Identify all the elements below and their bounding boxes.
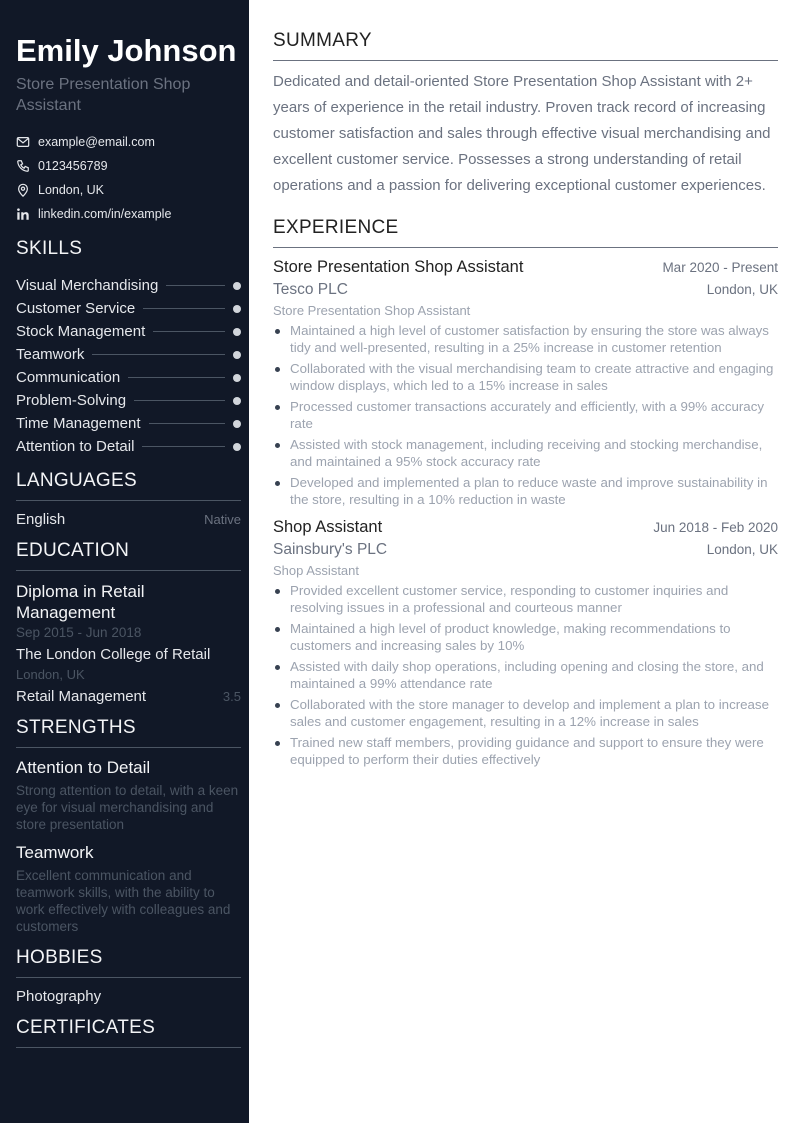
phone-text: 0123456789 [38, 159, 108, 173]
candidate-role: Store Presentation Shop Assistant [16, 76, 191, 114]
skill-label: Attention to Detail [16, 438, 135, 455]
job-location: London, UK [706, 282, 778, 297]
bullet-item: Assisted with stock management, including receiving and stocking merchandise, and maintained a 95% stock accuracy rate [273, 436, 778, 470]
strengths-heading: STRENGTHS [16, 717, 241, 748]
education-item [16, 581, 241, 705]
education-location: London, UK [16, 667, 85, 682]
skill-item [16, 412, 241, 435]
skill-dot [233, 328, 241, 336]
job-company: Tesco PLC [273, 281, 348, 298]
education-dates: Sep 2015 - Jun 2018 [16, 625, 142, 640]
contact-location [16, 178, 241, 202]
skill-dot [233, 305, 241, 313]
bullet-item: Maintained a high level of product knowledge, making recommendations to customers and increasing sales by 10% [273, 620, 778, 654]
bullet-item: Trained new staff members, providing guidance and support to ensure they were equipped to perform their duties effectively [273, 734, 778, 768]
linkedin-icon [16, 207, 30, 221]
candidate-name: Emily Johnson [16, 33, 237, 68]
strength-description: Excellent communication and teamwork skills, with the ability to work effectively with colleagues and customers [16, 868, 231, 934]
skill-label: Communication [16, 369, 121, 386]
skill-label: Teamwork [16, 346, 85, 363]
skill-label: Stock Management [16, 323, 146, 340]
summary-heading: SUMMARY [273, 30, 778, 61]
contact-phone[interactable] [16, 154, 241, 178]
skill-item [16, 389, 241, 412]
strength-title: Teamwork [16, 843, 94, 862]
skill-dot [233, 351, 241, 359]
skill-dot [233, 420, 241, 428]
bullet-item: Collaborated with the visual merchandising team to create attractive and engaging window displays, which led to a 15% increase in sales [273, 360, 778, 394]
education-field-row [16, 688, 241, 705]
skill-dot [233, 443, 241, 451]
skill-label: Customer Service [16, 300, 136, 317]
skill-dot [233, 397, 241, 405]
bullet-item: Assisted with daily shop operations, including opening and closing the store, and maintained a 99% attendance rate [273, 658, 778, 692]
education-gpa: 3.5 [222, 689, 241, 704]
job-bullets [273, 582, 778, 768]
job-entry [273, 258, 778, 508]
job-subtitle: Store Presentation Shop Assistant [273, 303, 471, 318]
certificates-heading: CERTIFICATES [16, 1017, 241, 1048]
skill-line [143, 308, 225, 309]
strength-title: Attention to Detail [16, 758, 151, 777]
skill-line [92, 354, 225, 355]
job-company: Sainsbury's PLC [273, 541, 388, 558]
language-name: English [16, 511, 66, 528]
education-school: The London College of Retail [16, 646, 211, 663]
skill-dot [233, 374, 241, 382]
skill-line [128, 377, 225, 378]
skill-dot [233, 282, 241, 290]
education-field: Retail Management [16, 688, 147, 705]
bullet-item: Provided excellent customer service, responding to customer inquiries and resolving issues in a professional and courteous manner [273, 582, 778, 616]
skill-label: Visual Merchandising [16, 277, 159, 294]
job-header [273, 518, 778, 537]
linkedin-text: linkedin.com/in/example [38, 207, 172, 221]
education-heading: EDUCATION [16, 540, 241, 571]
hobbies-heading: HOBBIES [16, 947, 241, 978]
job-title: Store Presentation Shop Assistant [273, 258, 524, 276]
bullet-item: Maintained a high level of customer satisfaction by ensuring the store was always tidy and well-presented, resulting in a 25% increase in customer retention [273, 322, 778, 356]
job-company-row [273, 537, 778, 559]
job-header [273, 258, 778, 277]
job-dates: Mar 2020 - Present [662, 260, 778, 275]
contact-email[interactable] [16, 130, 241, 154]
envelope-icon [16, 135, 30, 149]
map-pin-icon [16, 183, 30, 197]
skill-line [142, 446, 225, 447]
bullet-item: Processed customer transactions accurately and efficiently, with a 99% accuracy rate [273, 398, 778, 432]
skills-list [16, 274, 241, 458]
languages-heading: LANGUAGES [16, 470, 241, 501]
sidebar [0, 0, 249, 1123]
skill-line [166, 285, 225, 286]
strength-description: Strong attention to detail, with a keen eye for visual merchandising and store presentation [16, 783, 239, 832]
skill-item [16, 274, 241, 297]
bullet-item: Developed and implemented a plan to reduce waste and improve sustainability in the store, resulting in a 10% reduction in waste [273, 474, 778, 508]
job-entry [273, 518, 778, 768]
skill-item [16, 435, 241, 458]
contact-list [16, 130, 241, 226]
skill-item [16, 320, 241, 343]
skill-label: Time Management [16, 415, 141, 432]
skill-line [149, 423, 226, 424]
skill-item [16, 343, 241, 366]
job-subtitle: Shop Assistant [273, 563, 359, 578]
job-dates: Jun 2018 - Feb 2020 [653, 520, 778, 535]
summary-text: Dedicated and detail-oriented Store Presentation Shop Assistant with 2+ years of experience in the retail industry. Proven track record of increasing customer satisfaction and sales through effective visual merchandising and excellent customer service. Possesses a strong understanding of retail operations and a passion for delivering exceptional customer experiences. [273, 73, 771, 194]
email-text: example@email.com [38, 135, 155, 149]
strength-item [16, 843, 241, 935]
skill-label: Problem-Solving [16, 392, 127, 409]
job-title: Shop Assistant [273, 518, 383, 536]
skill-item [16, 366, 241, 389]
strength-item [16, 758, 241, 833]
main-content [249, 0, 794, 1123]
job-bullets [273, 322, 778, 508]
skill-line [134, 400, 225, 401]
language-item [16, 511, 241, 528]
hobby-item: Photography [16, 988, 102, 1005]
job-company-row [273, 277, 778, 299]
skill-item [16, 297, 241, 320]
education-degree: Diploma in Retail Management [16, 582, 145, 622]
skills-heading: SKILLS [16, 238, 83, 259]
job-location: London, UK [706, 542, 778, 557]
phone-icon [16, 159, 30, 173]
contact-linkedin[interactable] [16, 202, 241, 226]
skill-line [153, 331, 225, 332]
experience-heading: EXPERIENCE [273, 217, 778, 248]
language-level: Native [204, 512, 241, 527]
location-text: London, UK [38, 183, 105, 197]
bullet-item: Collaborated with the store manager to develop and implement a plan to increase sales and customer engagement, resulting in a 12% increase in sales [273, 696, 778, 730]
